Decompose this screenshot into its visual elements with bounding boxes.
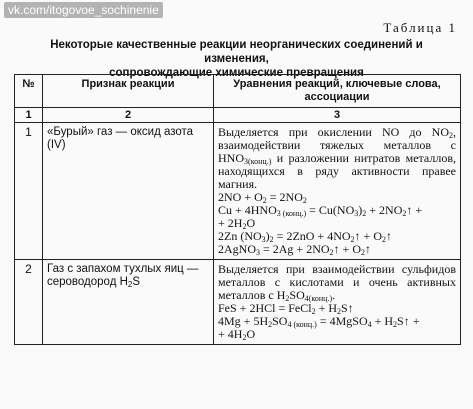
equation: $2NO + O_2 = 2NO_2$ <box>218 190 307 205</box>
equation: $4Mg + 5H_2SO_{4 (конц.)}$ = 4MgSO$_4$ + $H_2S↑$ + <box>218 314 420 329</box>
equation-continuation: + $4H_2O$ <box>218 327 256 342</box>
equation: FeS + 2HCl = FeCl$_2$ + $H_2S↑$ <box>218 301 354 316</box>
reaction-equations <box>214 123 461 260</box>
reaction-equations <box>214 260 461 345</box>
caption-line: Некоторые качественные реакции неорганических соединений и изменения, <box>50 39 423 65</box>
equation: 2AgNO$_3$ = $2Ag + 2NO_2↑$ + $O_2↑$ <box>218 242 371 257</box>
column-number: 1 <box>15 108 43 123</box>
caption-line: сопровождающие химические превращения <box>109 67 364 79</box>
header-equations-line: ассоциации <box>304 91 370 103</box>
header-equations-line: Уравнения реакций, ключевые слова, <box>233 78 441 90</box>
table-row <box>15 123 461 260</box>
column-number: 3 <box>214 108 461 123</box>
header-no: № <box>15 75 43 108</box>
equation: $Cu + 4HNO_{3 (конц.)} = Cu(NO_3)_2$ + $2NO_2↑$ + <box>218 203 423 218</box>
numbering-row <box>15 108 461 123</box>
description: Выделяется при окислении NO до $NO_2$, взаимодействии тяжелых металлов с $HNO_{3(конц.)}$ и разложении нитратов металлов, находящихся в ряду активности правее магния. <box>218 125 456 191</box>
header-equations <box>214 75 461 108</box>
table-row <box>15 260 461 345</box>
equation: 2Zn $(NO_3)_2 = 2ZnO$ + $4NO_2↑$ + $O_2↑$ <box>218 229 392 244</box>
column-number: 2 <box>43 108 214 123</box>
table-number: Таблица 1 <box>383 20 457 35</box>
description: Выделяется при взаимодействии сульфидов металлов с кислотами и очень активных металлов с $H_2SO_{4(конц.)}$. <box>218 262 456 303</box>
watermark: vk.com/itogovoe_sochinenie <box>4 2 163 18</box>
equation-continuation: + $2H_2O$ <box>218 216 256 231</box>
row-number: 2 <box>15 260 43 345</box>
reaction-sign: «Бурый» газ — оксид азота (IV) <box>43 123 214 260</box>
header-row <box>15 75 461 108</box>
row-number: 1 <box>15 123 43 260</box>
reactions-table <box>14 74 461 345</box>
reaction-sign: Газ с запахом тухлых яиц — сероводород $H_2S$ <box>43 260 214 345</box>
header-sign: Признак реакции <box>43 75 214 108</box>
